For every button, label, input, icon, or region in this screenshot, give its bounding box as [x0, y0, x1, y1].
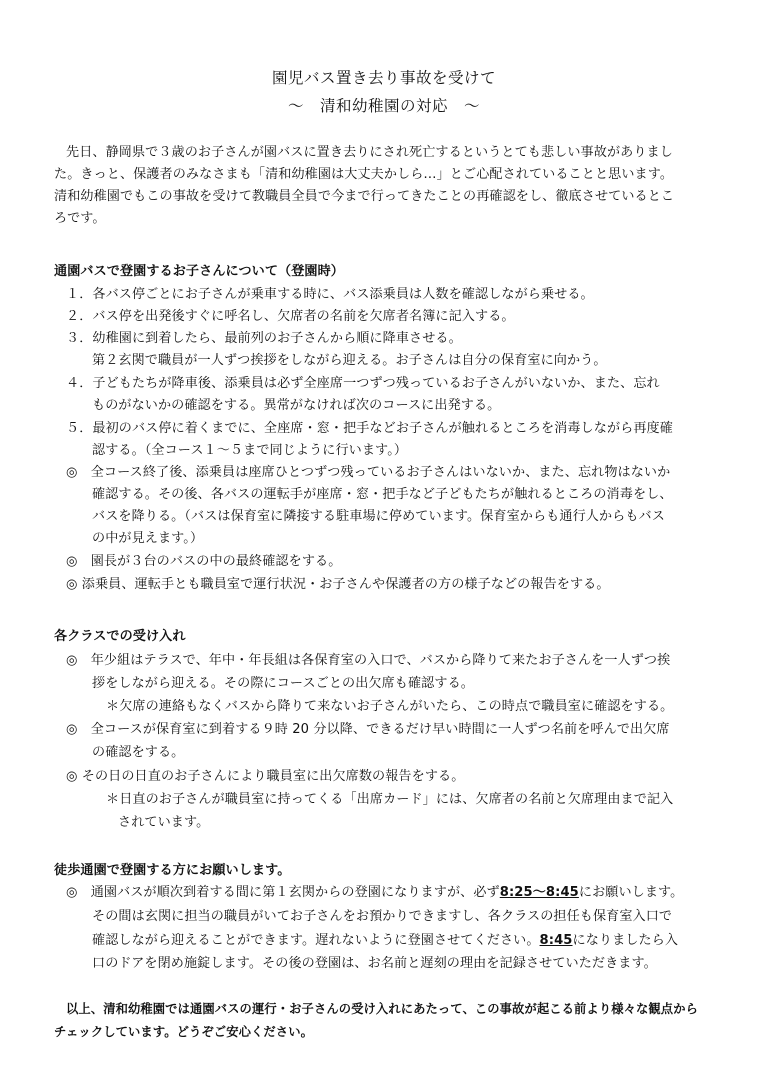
text-segment: ◎ 通園バスが順次到着する間に第１玄関からの登園になりますが、必ず [66, 885, 500, 900]
list-item: ４．子どもたちが降車後、添乗員は必ず全座席一つずつ残っているお子さんがいないか、また、忘れ [66, 376, 660, 391]
list-item-continuation: 認する。（全コース１～５まで同じように行います。） [92, 443, 408, 458]
time-emphasis: 8:45 [539, 933, 573, 948]
list-item-continuation [92, 932, 678, 950]
time-range-emphasis: 8:25～8:45 [499, 885, 579, 900]
list-item-continuation: バスを降りる。（バスは保育室に隣接する駐車場に停めています。保育室からも通行人からもバス [92, 509, 665, 524]
list-item-continuation: 口のドアを閉め施錠します。その後の登園は、お名前と遅刻の理由を記録させていただきます。 [92, 956, 657, 971]
closing-line: チェックしています。どうぞご安心ください。 [54, 1025, 313, 1039]
list-note: ＊欠席の連絡もなくバスから降りて来ないお子さんがいたら、この時点で職員室に確認をする。 [106, 699, 674, 714]
list-item: ３．幼稚園に到着したら、最前列のお子さんから順に降車させる。 [66, 331, 462, 346]
list-item: ◎ 添乗員、運転手とも職員室で運行状況・お子さんや保護者の方の様子などの報告をする。 [66, 577, 610, 592]
closing-line: 以上、清和幼稚園では通園バスの運行・お子さんの受け入れにあたって、この事故が起こる前より様々な観点から [66, 1002, 698, 1016]
list-item: ◎ 全コース終了後、添乗員は座席ひとつずつ残っているお子さんはいないか、また、忘れ物はないか [66, 465, 671, 480]
text-segment: にお願いします。 [578, 885, 684, 900]
list-note-continuation: されています。 [118, 815, 210, 830]
list-item: ５．最初のバス停に着くまでに、全座席・窓・把手などお子さんが触れるところを消毒しながら再度確 [66, 421, 673, 436]
intro-line: 先日、静岡県で３歳のお子さんが園バスに置き去りにされ死亡するというとても悲しい事故がありまし [66, 145, 673, 160]
list-item-continuation: 確認する。その後、各バスの運転手が座席・窓・把手など子どもたちが触れるところの消毒をし、 [92, 487, 673, 502]
document-subtitle: ～ 清和幼稚園の対応 ～ [287, 97, 480, 115]
list-note: ＊日直のお子さんが職員室に持ってくる「出席カード」には、欠席者の名前と欠席理由まで記入 [106, 792, 674, 807]
list-item-continuation: その間は玄関に担当の職員がいてお子さんをお預かりできますし、各クラスの担任も保育室入口で [92, 909, 673, 924]
list-item-continuation: の中が見えます。） [92, 531, 204, 546]
list-item: １．各バス停ごとにお子さんが乗車する時に、バス添乗員は人数を確認しながら乗せる。 [66, 287, 594, 302]
list-item-continuation: ものがないかの確認をする。異常がなければ次のコースに出発する。 [92, 398, 501, 413]
text-segment: 確認しながら迎えることができます。遅れないように登園させてください。 [92, 933, 540, 948]
list-item-continuation: 第２玄関で職員が一人ずつ挨拶をしながら迎える。お子さんは自分の保育室に向かう。 [92, 353, 607, 368]
list-item: ◎ 全コースが保育室に到着する９時 20 分以降、できるだけ早い時間に一人ずつ名前を呼んで出欠席 [66, 722, 670, 737]
list-item [66, 884, 683, 902]
list-item: ◎ 年少組はテラスで、年中・年長組は各保育室の入口で、バスから降りて来たお子さんを一人ずつ挨 [66, 653, 671, 668]
intro-line: 清和幼稚園でもこの事故を受けて教職員全員で今まで行ってきたことの再確認をし、徹底させているとこ [54, 189, 675, 204]
section-heading-class: 各クラスでの受け入れ [54, 629, 186, 644]
intro-line: た。きっと、保護者のみなさまも「清和幼稚園は大丈夫かしら…」とご心配されていることと思います。 [54, 167, 674, 182]
list-item: ◎ 園長が３台のバスの中の最終確認をする。 [66, 554, 342, 569]
section-heading-bus: 通園バスで登園するお子さんについて（登園時） [54, 264, 344, 279]
text-segment: になりましたら入 [572, 933, 679, 948]
intro-line: ろです。 [54, 211, 106, 226]
list-item-continuation: 拶をしながら迎える。その際にコースごとの出欠席も確認する。 [92, 676, 474, 691]
list-item: ◎ その日の日直のお子さんにより職員室に出欠席数の報告をする。 [66, 769, 465, 784]
section-heading-walk: 徒歩通園で登園する方にお願いします。 [54, 863, 291, 878]
document-title: 園児バス置き去り事故を受けて [271, 69, 496, 87]
list-item: ２．バス停を出発後すぐに呼名し、欠席者の名前を欠席者名簿に記入する。 [66, 309, 515, 324]
list-item-continuation: の確認をする。 [92, 745, 185, 760]
